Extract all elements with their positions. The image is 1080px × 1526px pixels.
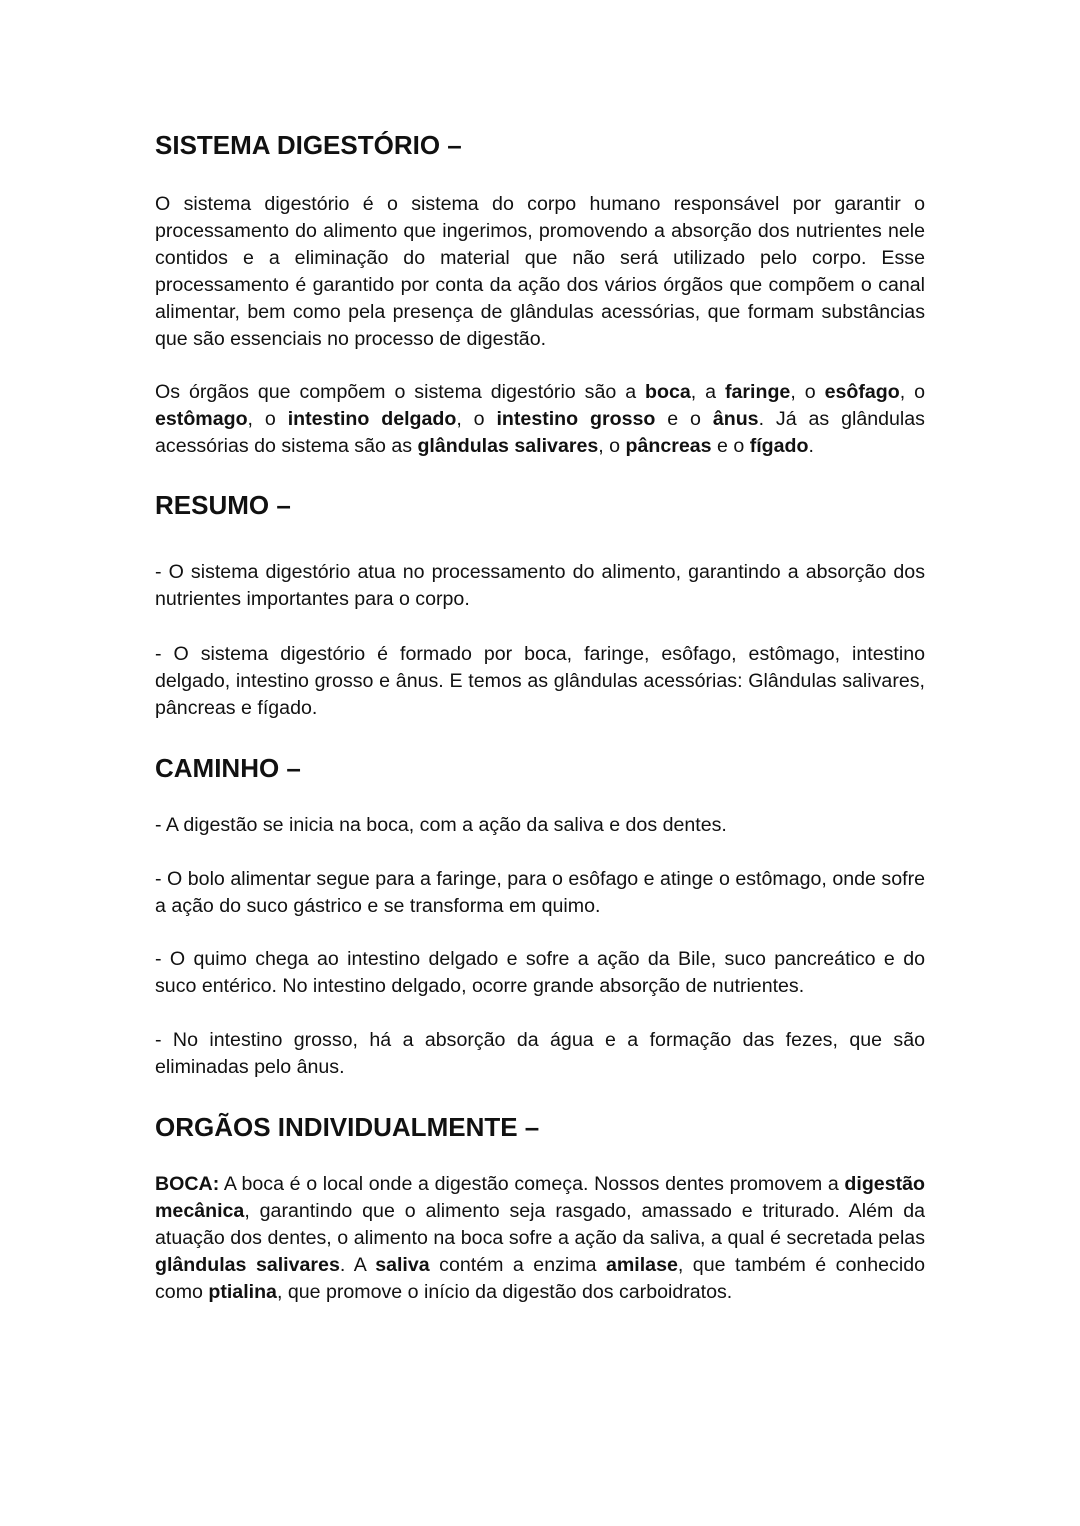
text-segment: , o <box>247 408 288 430</box>
paragraph-caminho-2 <box>155 866 925 920</box>
text-segment: , que promove o início da digestão dos carboidratos. <box>276 1281 733 1303</box>
paragraph-resumo-1 <box>155 559 925 613</box>
text-segment: e o <box>711 435 750 457</box>
bold-term: intestino delgado <box>287 408 457 430</box>
bold-term: amilase <box>605 1254 678 1276</box>
paragraph-intro <box>155 191 925 353</box>
text-segment: O sistema digestório é o sistema do corpo humano responsável por garantir o processamento do alimento que ingerimos, promovendo a absorção dos nutrientes nele contidos e a eliminação do material que não será utilizado pelo corpo. Esse processamento é garantido por conta da ação dos vários órgãos que compõem o canal alimentar, bem como pela presença de glândulas acessórias, que formam substâncias que são essenciais no processo de digestão. <box>155 193 925 350</box>
paragraph-organs <box>155 379 925 460</box>
paragraph-caminho-1 <box>155 812 925 839</box>
bold-term: glândulas salivares <box>155 1254 340 1276</box>
bold-term: fígado <box>749 435 809 457</box>
text-segment: e o <box>655 408 713 430</box>
text-segment: , garantindo que o alimento seja rasgado, amassado e triturado. Além da atuação dos dentes, o alimento na boca sofre a ação da saliva, a qual é secretada pelas <box>155 1200 925 1249</box>
text-segment: - No intestino grosso, há a absorção da água e a formação das fezes, que são eliminadas pelo ânus. <box>155 1029 925 1078</box>
text-segment: , que também é conhecido como <box>155 1254 925 1303</box>
text-segment: , o <box>598 435 626 457</box>
bold-term: BOCA: <box>155 1173 220 1195</box>
bold-term: digestão mecânica <box>155 1173 925 1222</box>
paragraph-caminho-3 <box>155 946 925 1000</box>
bold-term: ptialina <box>208 1281 277 1303</box>
text-segment: contém a enzima <box>429 1254 606 1276</box>
paragraph-caminho-4 <box>155 1027 925 1081</box>
text-segment: - O sistema digestório é formado por boca, faringe, esôfago, estômago, intestino delgado, intestino grosso e ânus. E temos as glândulas acessórias: Glândulas salivares, pâncreas e fígado. <box>155 643 925 719</box>
text-segment: , o <box>899 381 925 403</box>
text-segment: , o <box>790 381 825 403</box>
bold-term: boca <box>645 381 691 403</box>
bold-term: ânus <box>712 408 759 430</box>
heading-resumo: RESUMO – <box>155 490 291 520</box>
bold-term: intestino grosso <box>496 408 656 430</box>
paragraph-resumo-2 <box>155 641 925 722</box>
text-segment: A boca é o local onde a digestão começa. Nossos dentes promovem a <box>219 1173 845 1195</box>
bold-term: faringe <box>725 381 791 403</box>
paragraph-boca <box>155 1171 925 1306</box>
bold-term: pâncreas <box>625 435 712 457</box>
text-segment: . <box>808 435 814 457</box>
heading-orgaos-individualmente: ORGÃOS INDIVIDUALMENTE – <box>155 1112 540 1142</box>
text-segment: Os órgãos que compõem o sistema digestório são a <box>155 381 646 403</box>
text-segment: . A <box>339 1254 376 1276</box>
text-segment: - O sistema digestório atua no processamento do alimento, garantindo a absorção dos nutrientes importantes para o corpo. <box>155 561 925 610</box>
heading-sistema-digestorio: SISTEMA DIGESTÓRIO – <box>155 130 462 160</box>
bold-term: glândulas salivares <box>417 435 599 457</box>
bold-term: estômago <box>155 408 248 430</box>
bold-term: saliva <box>375 1254 430 1276</box>
text-segment: , a <box>690 381 725 403</box>
heading-caminho: CAMINHO – <box>155 753 301 783</box>
text-segment: - O bolo alimentar segue para a faringe, para o esôfago e atinge o estômago, onde sofre a ação do suco gástrico e se transforma em quimo. <box>155 868 925 917</box>
text-segment: . Já as glândulas acessórias do sistema são as <box>155 408 925 457</box>
bold-term: esôfago <box>824 381 900 403</box>
text-segment: - A digestão se inicia na boca, com a ação da saliva e dos dentes. <box>155 814 727 836</box>
text-segment: - O quimo chega ao intestino delgado e sofre a ação da Bile, suco pancreático e do suco entérico. No intestino delgado, ocorre grande absorção de nutrientes. <box>155 948 925 997</box>
text-segment: , o <box>456 408 497 430</box>
